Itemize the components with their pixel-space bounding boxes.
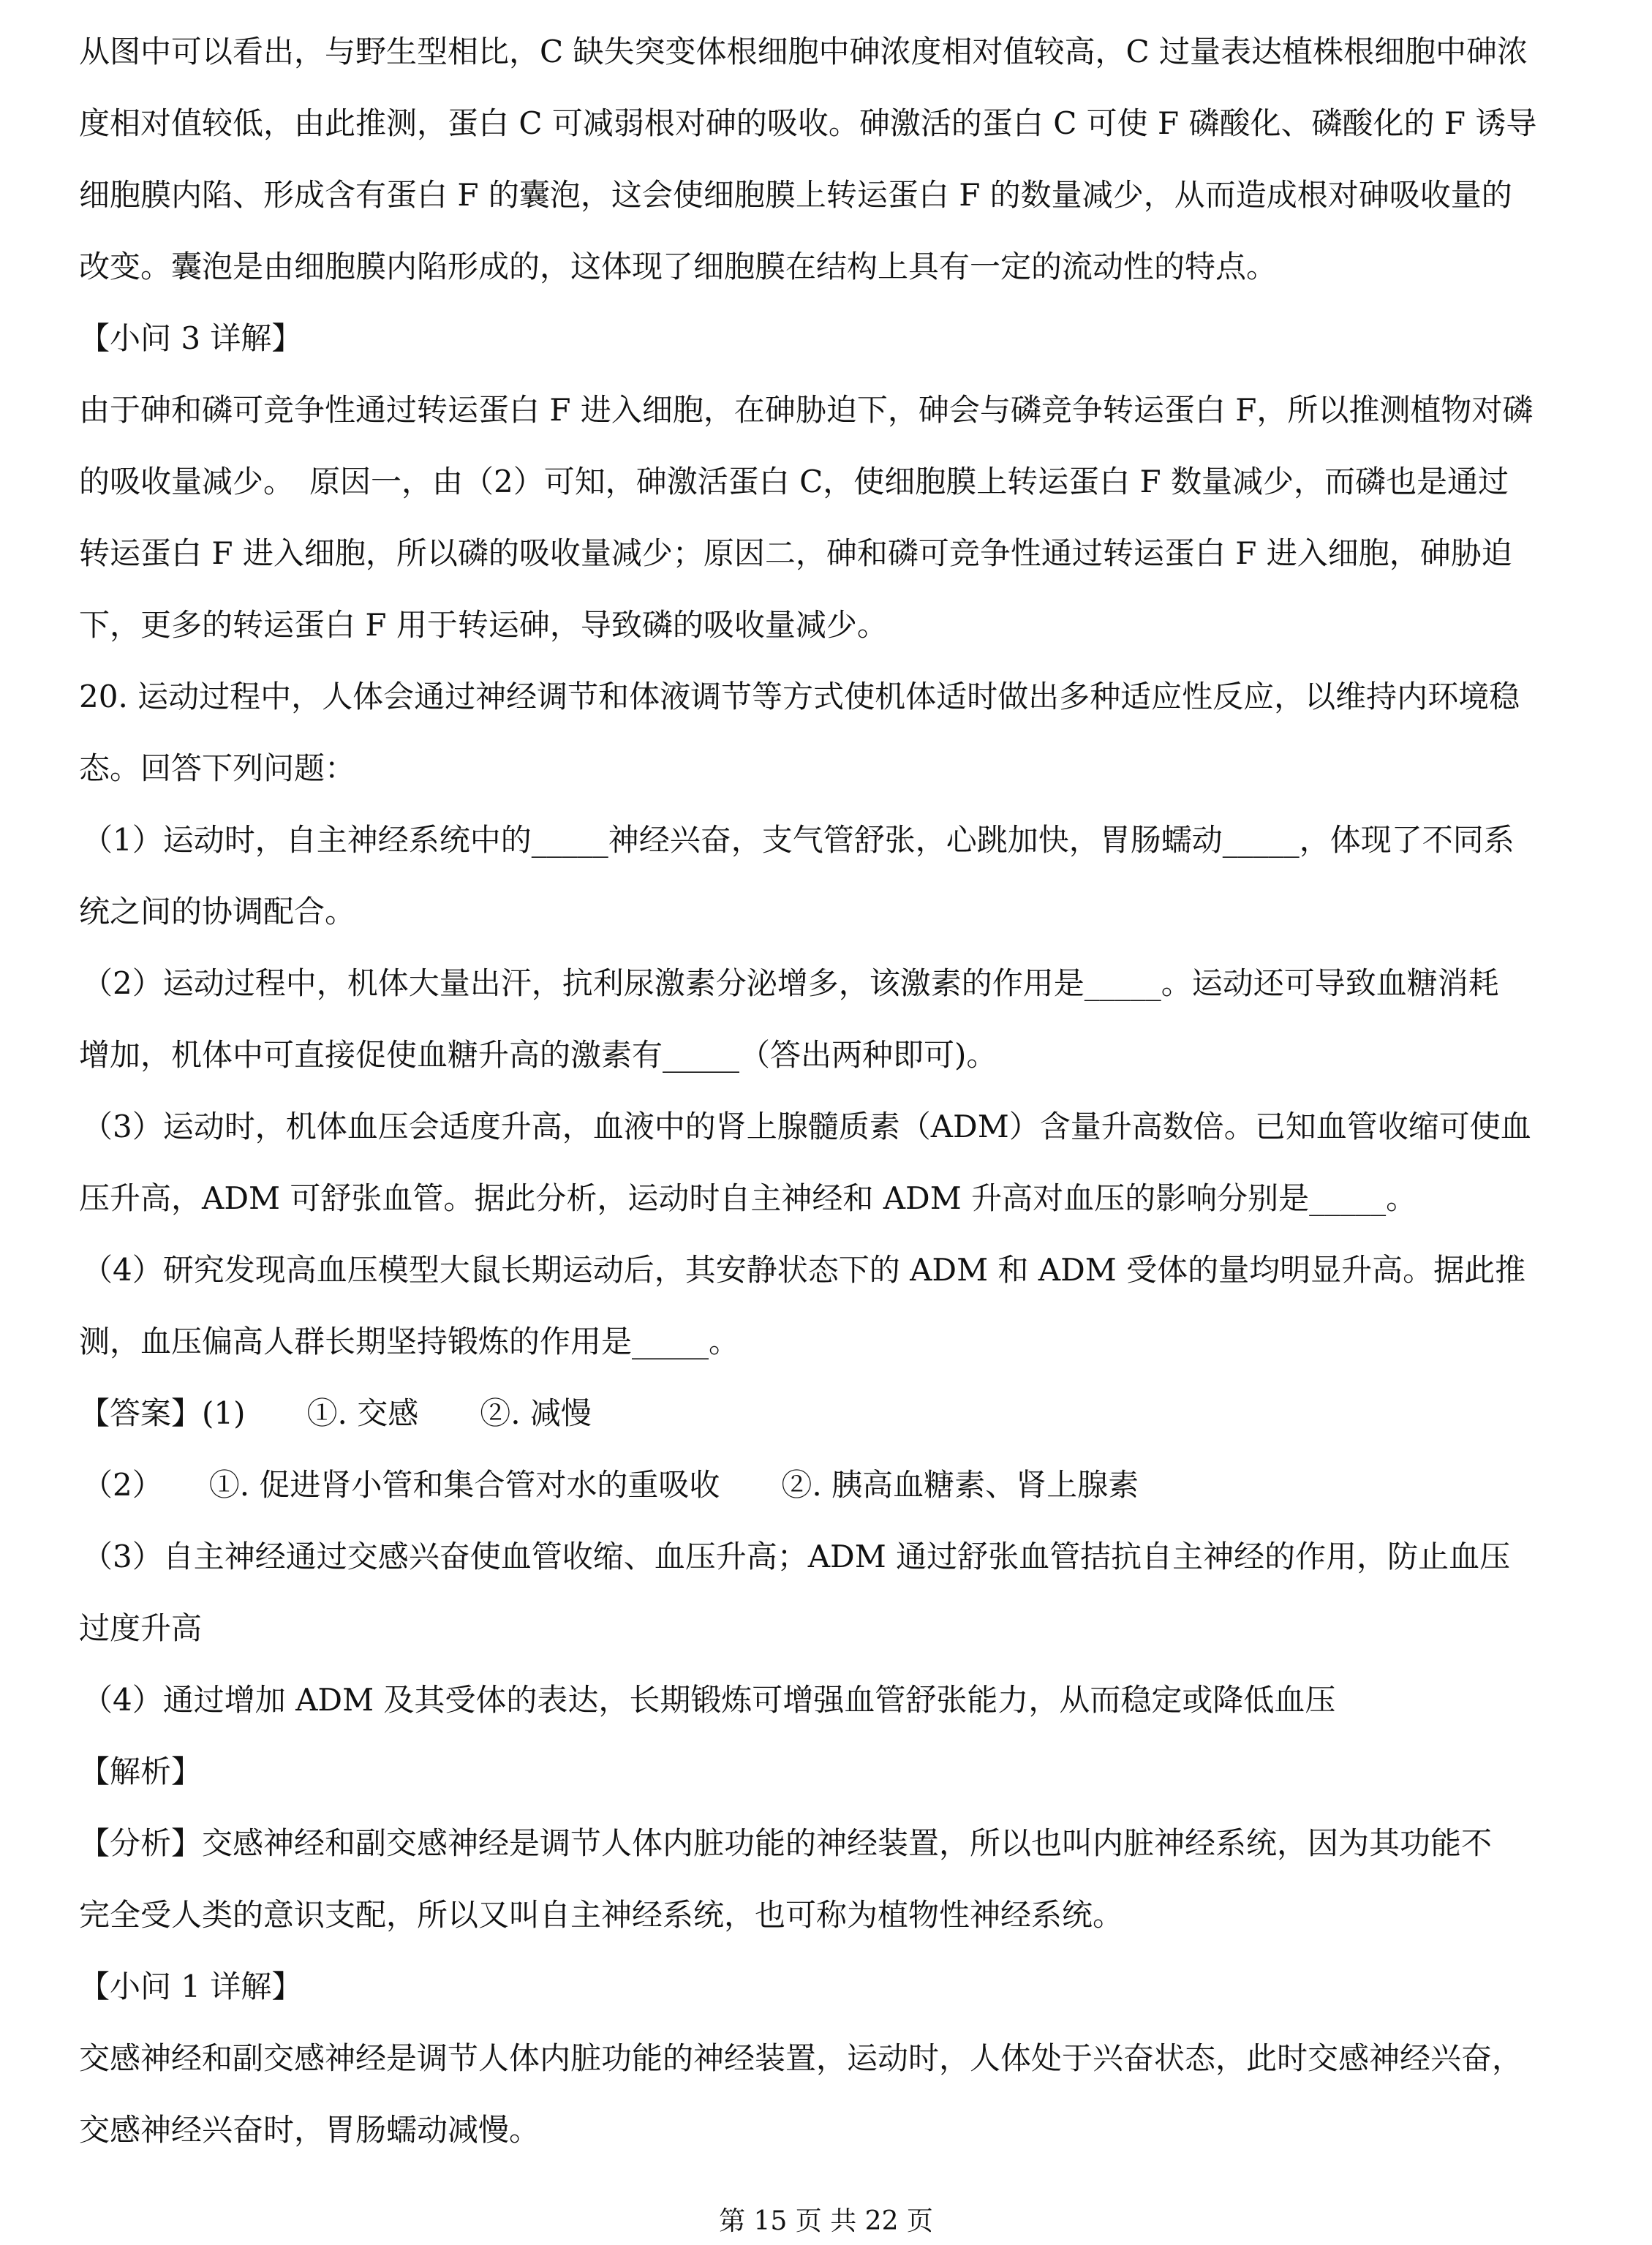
analysis-line: 【分析】交感神经和副交感神经是调节人体内脏功能的神经装置，所以也叫内脏神经系统，因为其功能不 (79, 1825, 1493, 1861)
section-heading: 【小问 1 详解】 (79, 1969, 303, 2004)
section-heading: 【解析】 (79, 1754, 203, 1789)
page-footer: 第 15 页 共 22 页 (719, 2206, 933, 2236)
text-line: 转运蛋白 F 进入细胞，所以磷的吸收量减少；原因二，砷和磷可竞争性通过转运蛋白 F 进入细胞，砷胁迫 (79, 535, 1512, 571)
document-page (79, 16, 1593, 2166)
text-line: 度相对值较低，由此推测，蛋白 C 可减弱根对砷的吸收。砷激活的蛋白 C 可使 F 磷酸化、磷酸化的 F 诱导 (79, 105, 1537, 141)
answer-line: （3）自主神经通过交感兴奋使血管收缩、血压升高；ADM 通过舒张血管拮抗自主神经的作用，防止血压 (82, 1539, 1511, 1574)
text-line: 交感神经和副交感神经是调节人体内脏功能的神经装置，运动时，人体处于兴奋状态，此时交感神经兴奋， (79, 2040, 1523, 2076)
text-line: 由于砷和磷可竞争性通过转运蛋白 F 进入细胞，在砷胁迫下，砷会与磷竞争转运蛋白 F，所以推测植物对磷 (79, 392, 1534, 428)
section-heading: 【小问 3 详解】 (79, 320, 303, 356)
sub-question-line: 压升高，ADM 可舒张血管。据此分析，运动时自主神经和 ADM 升高对血压的影响分别是_____。 (79, 1180, 1417, 1216)
analysis-line: 完全受人类的意识支配，所以又叫自主神经系统，也可称为植物性神经系统。 (79, 1897, 1124, 1933)
text-line: 交感神经兴奋时，胃肠蠕动减慢。 (79, 2112, 540, 2148)
sub-question-line: （2）运动过程中，机体大量出汗，抗利尿激素分泌增多，该激素的作用是_____。运动还可导致血糖消耗 (82, 965, 1499, 1001)
text-line: 改变。囊泡是由细胞膜内陷形成的，这体现了细胞膜在结构上具有一定的流动性的特点。 (79, 249, 1278, 284)
answer-line: （4）通过增加 ADM 及其受体的表达，长期锻炼可增强血管舒张能力，从而稳定或降低血压 (82, 1682, 1336, 1718)
answer-line: 【答案】(1) ①. 交感 ②. 减慢 (79, 1395, 592, 1431)
sub-question-line: 测，血压偏高人群长期坚持锻炼的作用是_____。 (79, 1324, 740, 1359)
sub-question-line: 增加，机体中可直接促使血糖升高的激素有_____（答出两种即可)。 (79, 1037, 997, 1073)
question-line: 态。回答下列问题： (79, 750, 356, 786)
answer-line: （2） ①. 促进肾小管和集合管对水的重吸收 ②. 胰高血糖素、肾上腺素 (82, 1467, 1139, 1503)
text-line: 从图中可以看出，与野生型相比，C 缺失突变体根细胞中砷浓度相对值较高，C 过量表达植株根细胞中砷浓 (79, 34, 1528, 69)
sub-question-line: （3）运动时，机体血压会适度升高，血液中的肾上腺髓质素（ADM）含量升高数倍。已知血管收缩可使血 (82, 1109, 1531, 1144)
sub-question-line: （4）研究发现高血压模型大鼠长期运动后，其安静状态下的 ADM 和 ADM 受体的量均明显升高。据此推 (82, 1252, 1526, 1288)
sub-question-line: （1）运动时，自主神经系统中的_____神经兴奋，支气管舒张，心跳加快，胃肠蠕动_____，体现了不同系 (82, 822, 1515, 858)
text-line: 下，更多的转运蛋白 F 用于转运砷，导致磷的吸收量减少。 (79, 607, 888, 643)
text-line: 细胞膜内陷、形成含有蛋白 F 的囊泡，这会使细胞膜上转运蛋白 F 的数量减少，从而造成根对砷吸收量的 (79, 177, 1512, 213)
question-line: 20. 运动过程中，人体会通过神经调节和体液调节等方式使机体适时做出多种适应性反应，以维持内环境稳 (79, 679, 1520, 714)
text-line: 的吸收量减少。 原因一，由（2）可知，砷激活蛋白 C，使细胞膜上转运蛋白 F 数量减少，而磷也是通过 (79, 464, 1509, 499)
sub-question-line: 统之间的协调配合。 (79, 894, 356, 929)
answer-line: 过度升高 (79, 1610, 203, 1646)
